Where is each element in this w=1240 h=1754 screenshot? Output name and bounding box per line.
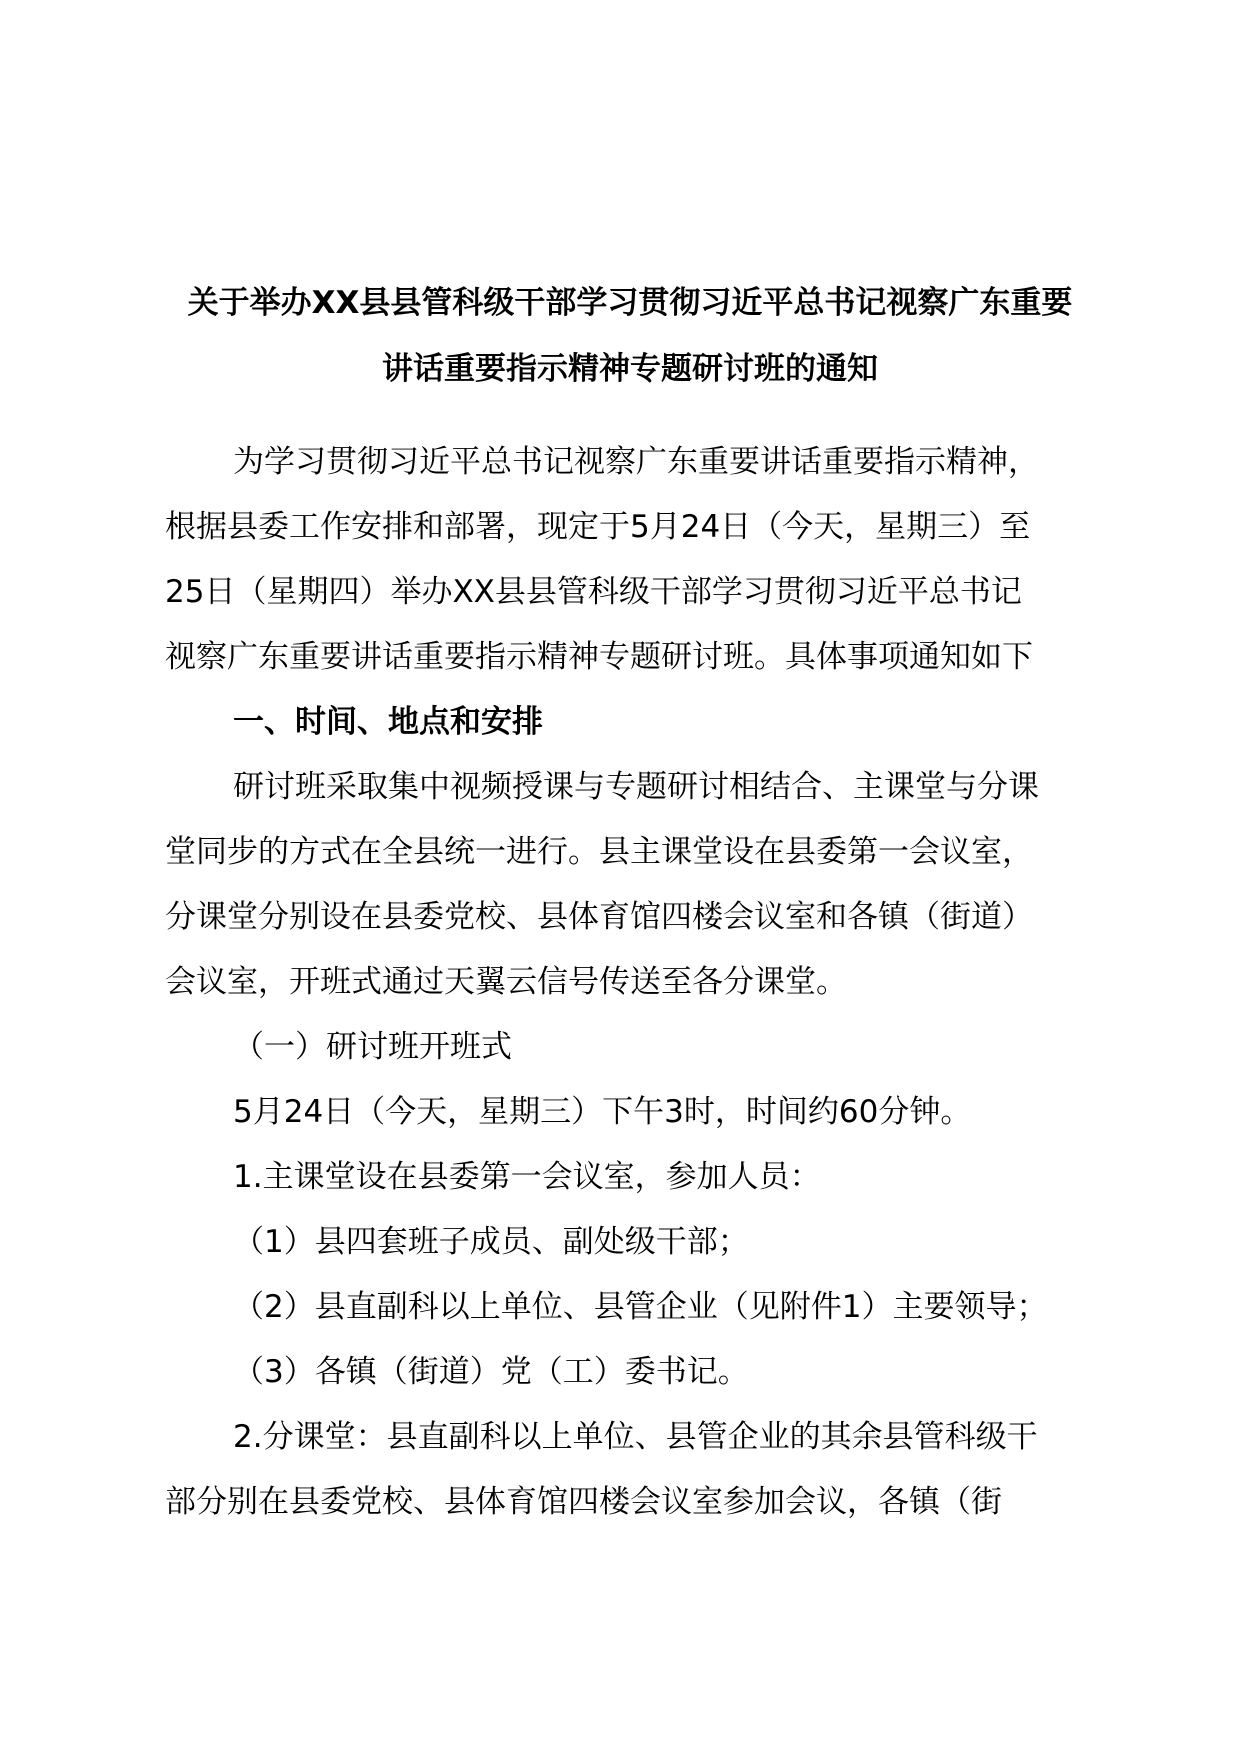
document-title: [150, 270, 1110, 402]
subsection-heading-text: （一）研讨班开班式: [233, 1029, 512, 1065]
title-line: 关于举办XX县县管科级干部学习贯彻习近平总书记视察广东重要: [187, 285, 1073, 321]
item-text: 1.主课堂设在县委第一会议室，参加人员：: [233, 1159, 821, 1195]
paragraph-line: 视察广东重要讲话重要指示精神专题研讨班。具体事项通知如下: [165, 639, 1033, 675]
schedule-time: 5月24日（今天，星期三）下午3时，时间约60分钟。: [233, 1094, 972, 1130]
list-item: （3）各镇（街道）党（工）委书记。: [233, 1354, 749, 1390]
intro-paragraph: [165, 430, 1100, 690]
paragraph-line: 研讨班采取集中视频授课与专题研讨相结合、主课堂与分课: [233, 769, 1039, 805]
subsection-heading: [165, 1015, 1100, 1080]
schedule-paragraph: [165, 1080, 1100, 1145]
document-body: [165, 430, 1100, 1535]
paragraph-line: 会议室，开班式通过天翼云信号传送至各分课堂。: [165, 964, 847, 1000]
paragraph-line: 25日（星期四）举办XX县县管科级干部学习贯彻习近平总书记: [165, 574, 1022, 610]
item-paragraph: [165, 1405, 1100, 1535]
title-line: 讲话重要指示精神专题研讨班的通知: [382, 351, 878, 387]
paragraph-line: 堂同步的方式在全县统一进行。县主课堂设在县委第一会议室，: [165, 834, 1033, 870]
paragraph-line: 根据县委工作安排和部署，现定于5月24日（今天，星期三）至: [165, 509, 1031, 545]
section-heading-text: 一、时间、地点和安排: [233, 704, 543, 740]
paragraph-line: 2.分课堂：县直副科以上单位、县管企业的其余县管科级干: [233, 1419, 1038, 1455]
paragraph-line: 部分别在县委党校、县体育馆四楼会议室参加会议，各镇（街: [165, 1484, 1002, 1520]
attendee-list: [165, 1210, 1100, 1405]
list-item: （1）县四套班子成员、副处级干部；: [233, 1224, 749, 1260]
section-heading: [165, 690, 1100, 755]
paragraph-line: 为学习贯彻习近平总书记视察广东重要讲话重要指示精神，: [233, 444, 1039, 480]
list-item: （2）县直副科以上单位、县管企业（见附件1）主要领导；: [233, 1289, 1048, 1325]
item-paragraph: [165, 1145, 1100, 1210]
paragraph-line: 分课堂分别设在县委党校、县体育馆四楼会议室和各镇（街道）: [165, 899, 1033, 935]
section-paragraph: [165, 755, 1100, 1015]
